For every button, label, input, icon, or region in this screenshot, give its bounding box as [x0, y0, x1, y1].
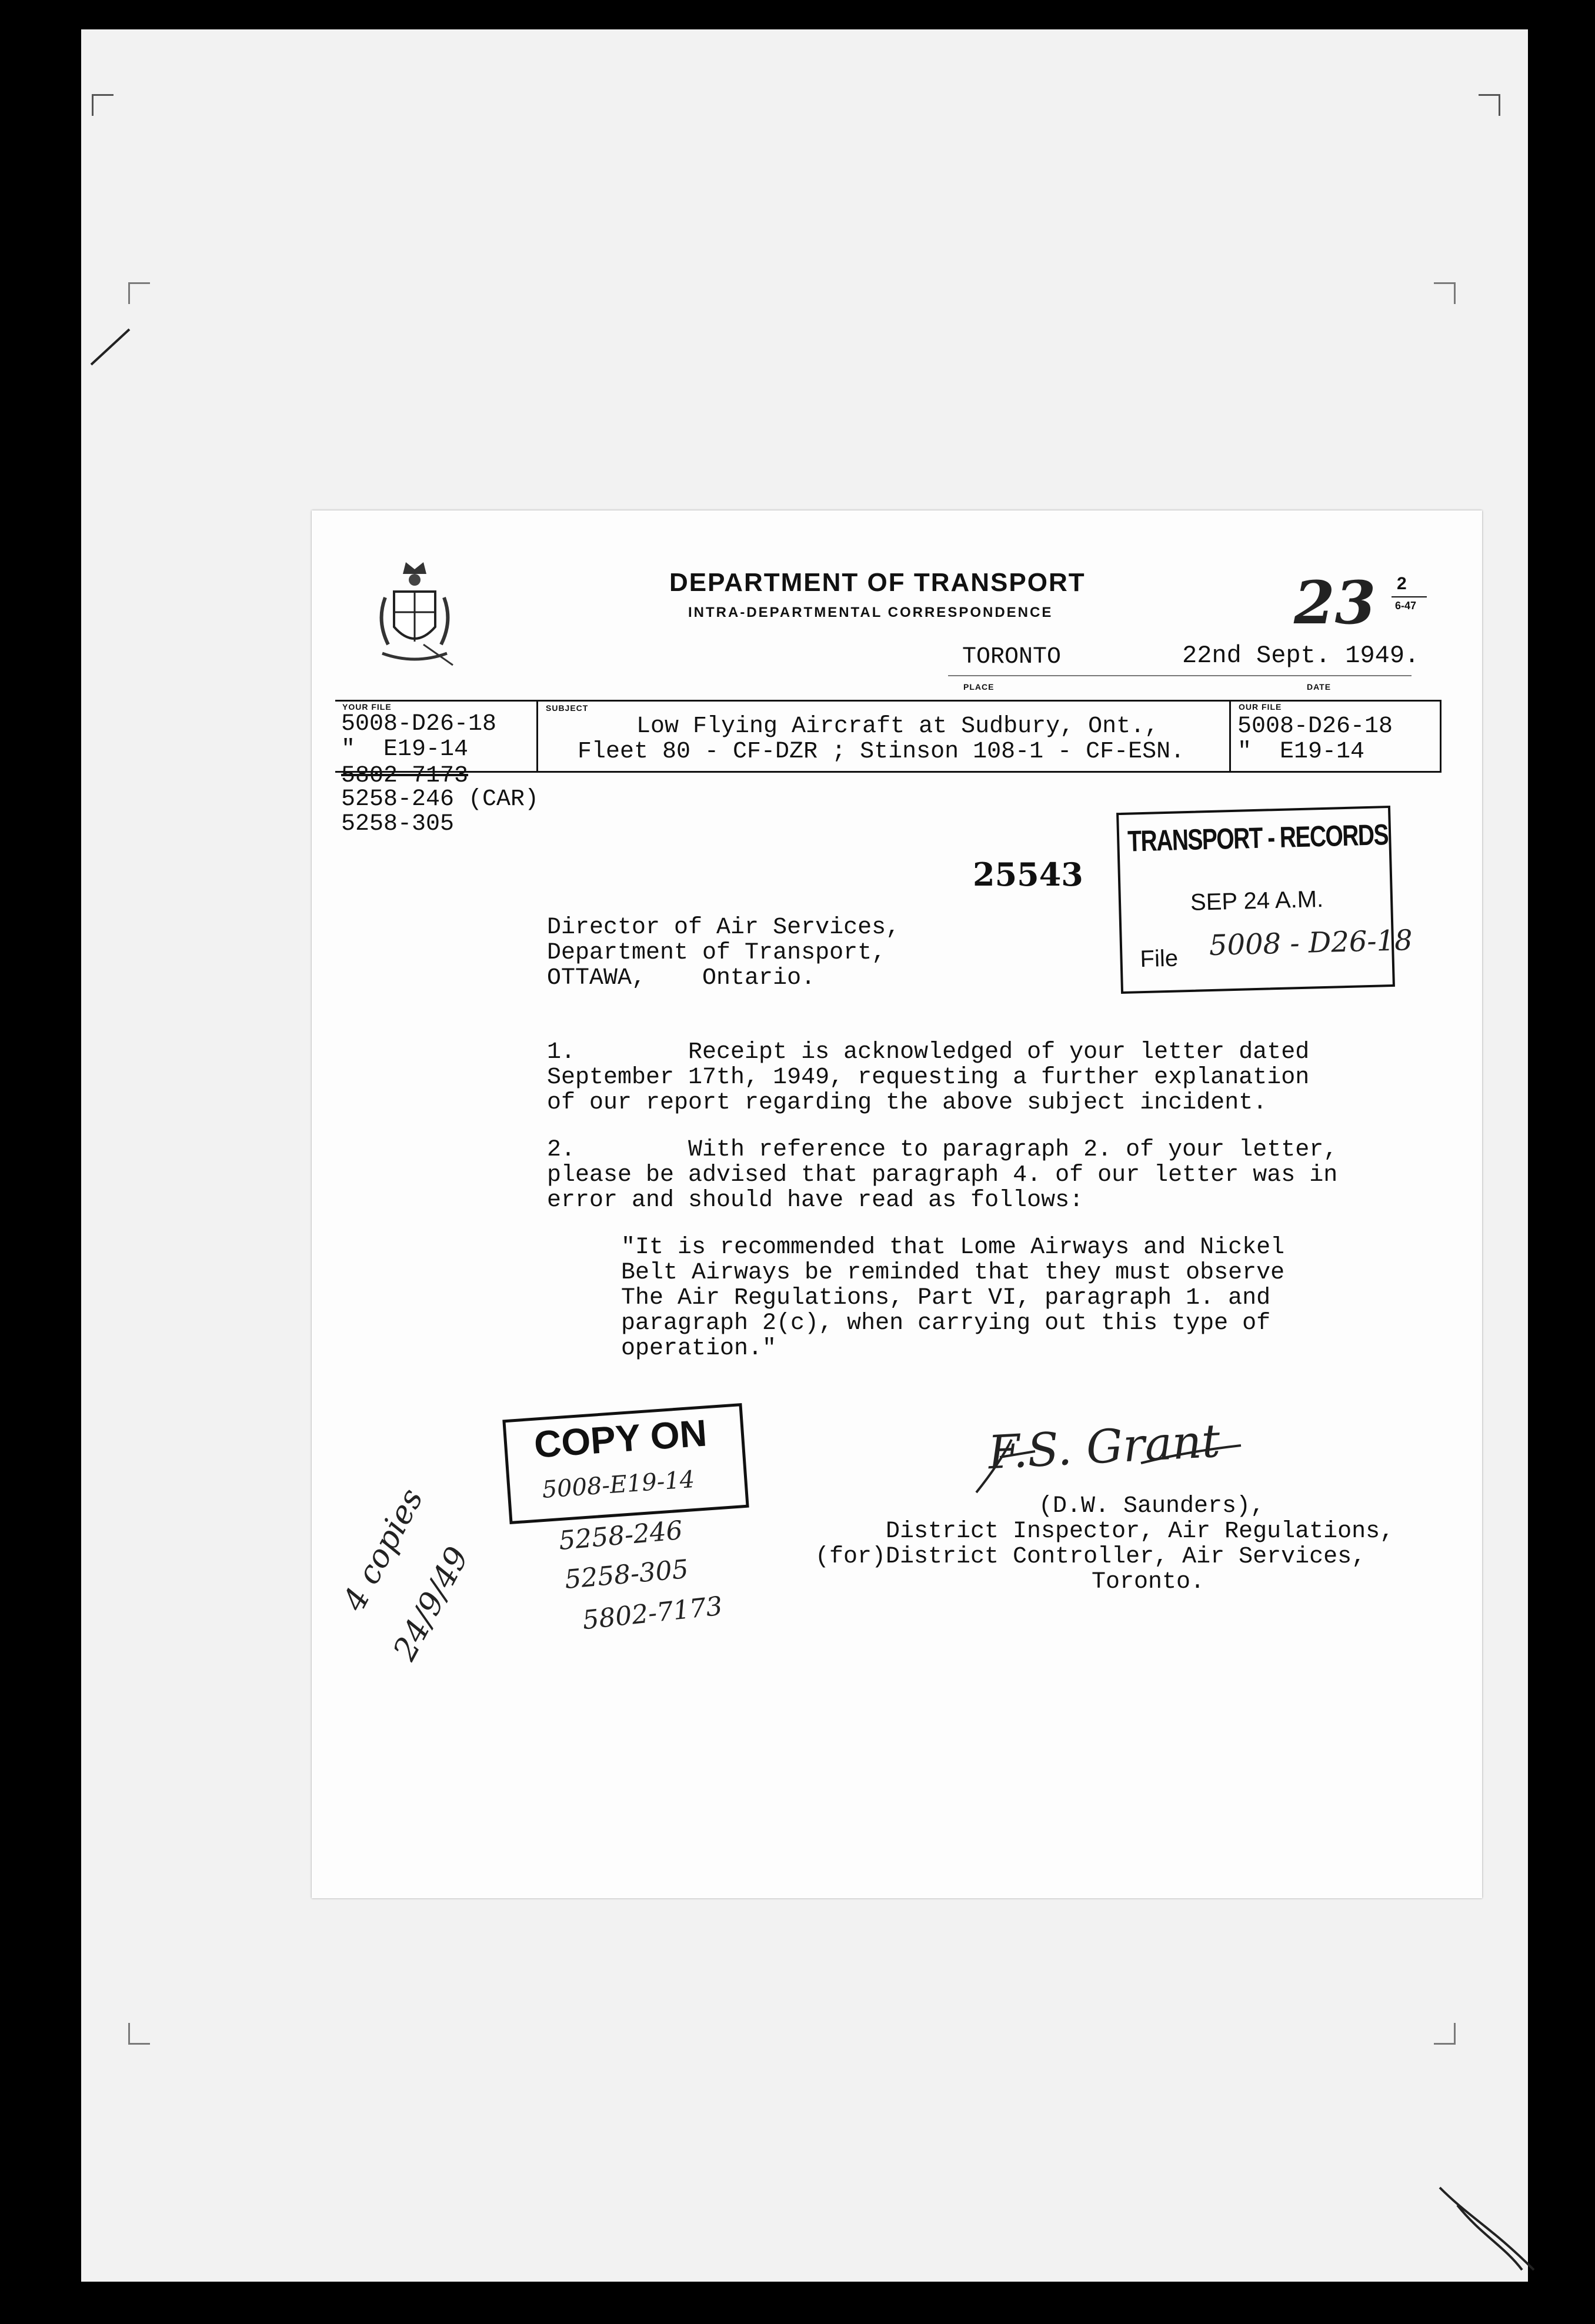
paragraph-2-line-3: error and should have read as follows:: [547, 1187, 1084, 1214]
file-box-bottom-rule: [335, 771, 1441, 773]
place-label: PLACE: [963, 682, 995, 692]
form-divider: [1392, 596, 1427, 597]
paragraph-1-line-1: 1. Receipt is acknowledged of your letter dated: [547, 1039, 1310, 1066]
extra-file-line-1: 5258-246 (CAR): [341, 786, 539, 813]
copies-note-handwritten-2: 24/9/49: [386, 1541, 476, 1667]
signature-line-4: Toronto.: [1092, 1569, 1205, 1595]
signature-line-2: District Inspector, Air Regulations,: [886, 1518, 1394, 1545]
subject-line-2: Fleet 80 - CF-DZR ; Stinson 108-1 - CF-ESN.: [578, 739, 1185, 765]
crop-mark: [92, 94, 114, 116]
records-stamp-file-handwritten: 5008 - D26-18: [1209, 924, 1413, 963]
crop-mark: [1434, 282, 1456, 304]
your-file-line-2: " E19-14: [341, 736, 469, 763]
coat-of-arms-crest: [371, 556, 459, 668]
your-file-line-1: 5008-D26-18: [341, 711, 497, 737]
our-file-line-1: 5008-D26-18: [1237, 713, 1393, 740]
crop-mark: [1434, 2023, 1456, 2045]
quote-line-2: Belt Airways be reminded that they must observe: [621, 1260, 1285, 1286]
addressee-line-1: Director of Air Services,: [547, 914, 900, 941]
copies-note-handwritten-1: 4 copies: [335, 1482, 431, 1617]
signature-line-1: (D.W. Saunders),: [1039, 1493, 1265, 1520]
crop-mark: [128, 282, 150, 304]
copy-on-file-handwritten: 5008-E19-14: [541, 1465, 696, 1504]
form-date: 6-47: [1395, 600, 1417, 612]
records-stamp-file-label: File: [1140, 945, 1179, 973]
edge-scratch-mark: [1434, 2182, 1540, 2276]
subject-label: SUBJECT: [546, 703, 589, 713]
paragraph-2-line-1: 2. With reference to paragraph 2. of your letter,: [547, 1137, 1338, 1163]
copy-on-title: COPY ON: [532, 1411, 709, 1466]
quote-line-4: paragraph 2(c), when carrying out this type of: [621, 1310, 1271, 1337]
file-box-top-rule: [335, 700, 1441, 702]
our-file-line-2: " E19-14: [1237, 739, 1365, 765]
file-box-divider-right: [1229, 700, 1231, 773]
paragraph-2-line-2: please be advised that paragraph 4. of our letter was in: [547, 1162, 1338, 1188]
paragraph-1-line-2: September 17th, 1949, requesting a further explanation: [547, 1064, 1310, 1091]
records-stamp-date: SEP 24 A.M.: [1190, 886, 1324, 916]
pencil-tick-mark: [88, 323, 135, 370]
date-value: 22nd Sept. 1949.: [1182, 642, 1420, 670]
transport-records-stamp: [1116, 806, 1413, 994]
form-number: 2: [1397, 574, 1407, 593]
copy-list-handwritten-3: 5802-7173: [580, 1591, 724, 1636]
letter-page: [312, 510, 1482, 1898]
struck-file-number: 5802-7173: [341, 763, 469, 789]
quote-line-3: The Air Regulations, Part VI, paragraph 1. and: [621, 1285, 1271, 1311]
date-label: DATE: [1307, 682, 1332, 692]
reference-number: 25543: [973, 856, 1083, 893]
our-file-label: OUR FILE: [1239, 702, 1282, 712]
records-stamp-title: TRANSPORT - RECORDS: [1127, 818, 1389, 858]
place-value: TORONTO: [962, 644, 1062, 670]
department-title: DEPARTMENT OF TRANSPORT: [669, 568, 1086, 597]
copy-on-stamp: [502, 1403, 749, 1524]
paragraph-1-line-3: of our report regarding the above subject incident.: [547, 1090, 1267, 1116]
extra-file-line-2: 5258-305: [341, 811, 455, 837]
place-date-rule: [948, 675, 1412, 676]
signature-handwritten: F.S. Grant: [986, 1414, 1222, 1480]
your-file-label: YOUR FILE: [342, 702, 392, 712]
copy-list-handwritten-2: 5258-305: [563, 1554, 690, 1595]
file-box-divider-end: [1440, 700, 1441, 773]
page-number-handwritten: 23: [1294, 568, 1376, 637]
file-box-divider-left: [536, 700, 538, 773]
subject-line-1: Low Flying Aircraft at Sudbury, Ont.,: [636, 713, 1159, 740]
crop-mark: [128, 2023, 150, 2045]
addressee-line-3: OTTAWA, Ontario.: [547, 965, 816, 991]
crop-mark: [1479, 94, 1500, 116]
quote-line-1: "It is recommended that Lome Airways and Nickel: [621, 1234, 1285, 1261]
addressee-line-2: Department of Transport,: [547, 940, 886, 966]
copy-list-handwritten-1: 5258-246: [558, 1515, 684, 1557]
signature-line-3: (for)District Controller, Air Services,: [815, 1544, 1366, 1570]
department-subtitle: INTRA-DEPARTMENTAL CORRESPONDENCE: [688, 605, 1053, 620]
quote-line-5: operation.": [621, 1335, 777, 1362]
